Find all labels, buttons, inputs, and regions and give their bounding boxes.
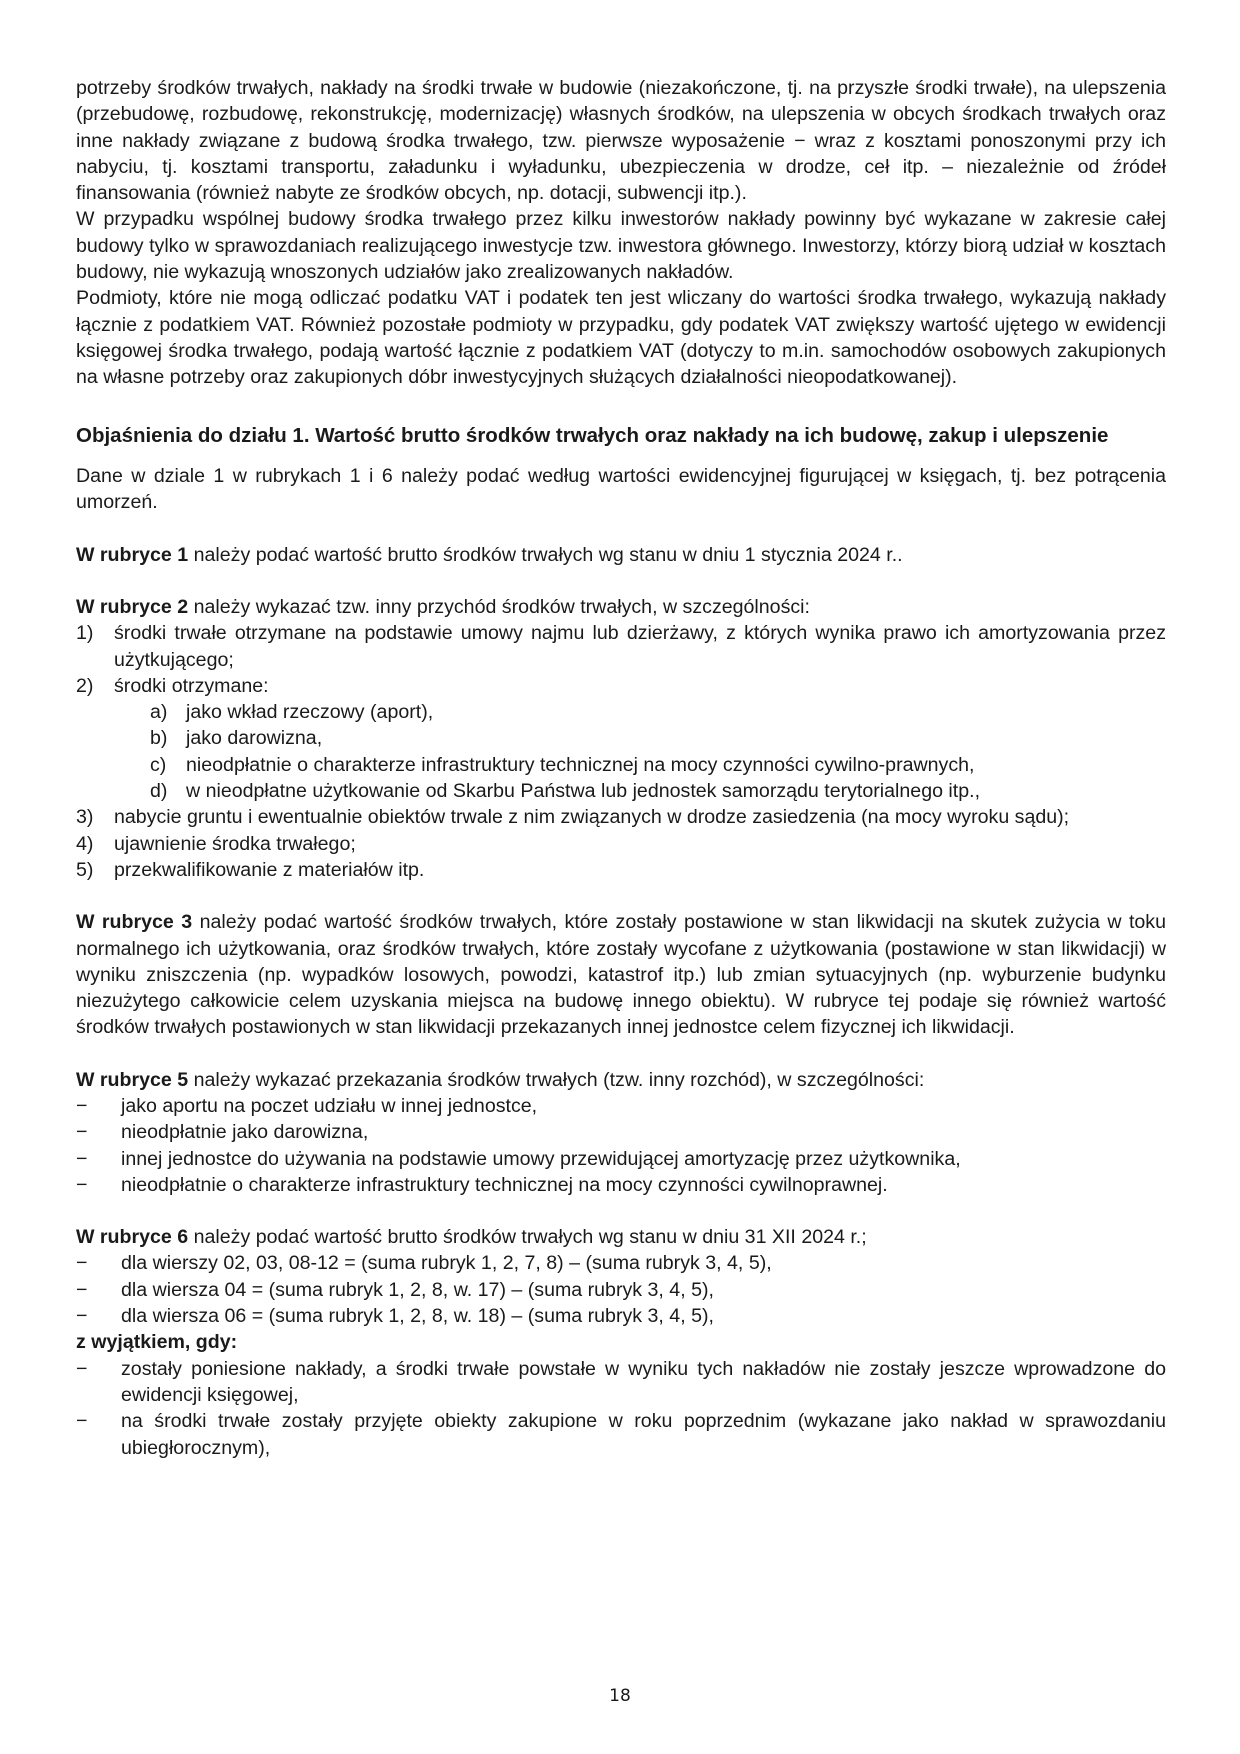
list-item-text: środki trwałe otrzymane na podstawie umowy najmu lub dzierżawy, z których wynika prawo ich amortyzowania przez użytkującego;	[114, 622, 1166, 671]
dash-item	[76, 1093, 1166, 1119]
sublist-item-text: nieodpłatnie o charakterze infrastruktury technicznej na mocy czynności cywilno-prawnych,	[186, 753, 975, 776]
rubryka-5-paragraph	[76, 1067, 1166, 1093]
rubryka-6-list	[76, 1250, 1166, 1329]
dash-item	[76, 1172, 1166, 1198]
dash-item	[76, 1146, 1166, 1172]
rubryka-3-lead: W rubryce 3	[76, 911, 193, 934]
list-item	[76, 620, 1166, 673]
list-item-number: 3)	[76, 806, 94, 829]
sublist-item-text: jako darowizna,	[186, 727, 323, 750]
sublist-item-letter: d)	[150, 780, 168, 803]
section-heading: Objaśnienia do działu 1. Wartość brutto środków trwałych oraz nakłady na ich budowę, zakup i ulepszenie	[76, 423, 1109, 447]
rubryka-2-lead: W rubryce 2	[76, 595, 189, 618]
dash-bullet: −	[76, 1305, 88, 1328]
dash-bullet: −	[76, 1357, 88, 1380]
sublist-item-text: jako wkład rzeczowy (aport),	[186, 701, 434, 724]
list-item-number: 2)	[76, 674, 94, 697]
rubryka-5-text: należy wykazać przekazania środków trwałych (tzw. inny rozchód), w szczególności:	[188, 1068, 925, 1091]
rubryka-1-paragraph	[76, 542, 1166, 568]
dash-item	[76, 1119, 1166, 1145]
list-item	[76, 673, 1166, 699]
list-item	[76, 831, 1166, 857]
sublist-item	[76, 752, 1166, 778]
rubryka-2-list-continued	[76, 804, 1166, 883]
sublist-item-text: w nieodpłatne użytkowanie od Skarbu Państwa lub jednostek samorządu terytorialnego itp.,	[186, 780, 981, 803]
dash-item-text: nieodpłatnie jako darowizna,	[121, 1121, 369, 1144]
dash-item	[76, 1303, 1166, 1329]
list-item-number: 1)	[76, 622, 94, 645]
exception-list	[76, 1356, 1166, 1461]
rubryka-2-sublist	[76, 699, 1166, 804]
dash-item-text: nieodpłatnie o charakterze infrastruktury technicznej na mocy czynności cywilnoprawnej.	[121, 1173, 888, 1196]
dash-item-text: jako aportu na poczet udziału w innej jednostce,	[121, 1095, 538, 1117]
list-item	[76, 857, 1166, 883]
dash-bullet: −	[76, 1095, 88, 1117]
rubryka-1-lead: W rubryce 1	[76, 543, 189, 566]
rubryka-2-paragraph	[76, 594, 1166, 620]
dane-paragraph: Dane w dziale 1 w rubrykach 1 i 6 należy podać według wartości ewidencyjnej figurującej w księgach, tj. bez potrącenia umorzeń.	[76, 465, 1166, 514]
dash-item-text: zostały poniesione nakłady, a środki trwałe powstałe w wyniku tych nakładów nie zostały jeszcze wprowadzone do ewidencji księgowej,	[121, 1357, 1166, 1406]
list-item-number: 5)	[76, 858, 94, 881]
document-page	[76, 75, 1166, 1461]
list-item-text: środki otrzymane:	[114, 674, 269, 697]
dash-item	[76, 1250, 1166, 1276]
exception-label-text: z wyjątkiem, gdy:	[76, 1331, 238, 1354]
rubryka-2-text: należy wykazać tzw. inny przychód środków trwałych, w szczególności:	[188, 595, 810, 618]
page-number: 18	[609, 1686, 631, 1706]
dash-bullet: −	[76, 1121, 88, 1144]
dash-item-text: innej jednostce do używania na podstawie umowy przewidującej amortyzację przez użytkownika,	[121, 1147, 961, 1170]
intro-paragraph-3: Podmioty, które nie mogą odliczać podatku VAT i podatek ten jest wliczany do wartości środka trwałego, wykazują nakłady łącznie z podatkiem VAT. Również pozostałe podmioty w przypadku, gdy podatek VAT zwiększy wartość ujętego w ewidencji księgowej środka trwałego, podają wartość łącznie z podatkiem VAT (dotyczy to m.in. samochodów osobowych zakupionych na własne potrzeby oraz zakupionych dóbr inwestycyjnych służących działalności nieopodatkowanej).	[76, 287, 1166, 389]
dash-bullet: −	[76, 1147, 88, 1170]
dash-item-text: na środki trwałe zostały przyjęte obiekty zakupione w roku poprzednim (wykazane jako nakład w sprawozdaniu ubiegłorocznym),	[121, 1410, 1166, 1459]
sublist-item-letter: b)	[150, 727, 168, 750]
rubryka-5-list	[76, 1093, 1166, 1198]
dash-item-text: dla wierszy 02, 03, 08-12 = (suma rubryk 1, 2, 7, 8) – (suma rubryk 3, 4, 5),	[121, 1252, 772, 1275]
dash-item-text: dla wiersza 04 = (suma rubryk 1, 2, 8, w. 17) – (suma rubryk 3, 4, 5),	[121, 1278, 714, 1301]
list-item-text: przekwalifikowanie z materiałów itp.	[114, 858, 425, 881]
sublist-item	[76, 778, 1166, 804]
dash-bullet: −	[76, 1252, 88, 1275]
dash-item	[76, 1277, 1166, 1303]
rubryka-6-paragraph	[76, 1224, 1166, 1250]
intro-paragraph-2: W przypadku wspólnej budowy środka trwałego przez kilku inwestorów nakłady powinny być wykazane w zakresie całej budowy tylko w sprawozdaniach realizującego inwestycje tzw. inwestora głównego. Inwestorzy, którzy biorą udział w kosztach budowy, nie wykazują wnoszonych udziałów jako zrealizowanych nakładów.	[76, 208, 1166, 284]
rubryka-3-paragraph	[76, 909, 1166, 1040]
list-item-number: 4)	[76, 832, 94, 855]
sublist-item	[76, 725, 1166, 751]
list-item-text: ujawnienie środka trwałego;	[114, 832, 356, 855]
rubryka-1-text: należy podać wartość brutto środków trwałych wg stanu w dniu 1 stycznia 2024 r..	[188, 543, 903, 566]
dash-item	[76, 1356, 1166, 1409]
rubryka-6-text: należy podać wartość brutto środków trwałych wg stanu w dniu 31 XII 2024 r.;	[188, 1226, 867, 1249]
sublist-item	[76, 699, 1166, 725]
exception-label	[76, 1329, 1166, 1355]
dash-bullet: −	[76, 1278, 88, 1301]
list-item	[76, 804, 1166, 830]
rubryka-6-lead: W rubryce 6	[76, 1226, 189, 1249]
dash-bullet: −	[76, 1173, 88, 1196]
list-item-text: nabycie gruntu i ewentualnie obiektów trwale z nim związanych w drodze zasiedzenia (na mocy wyroku sądu);	[114, 806, 1070, 829]
dash-item	[76, 1408, 1166, 1461]
sublist-item-letter: c)	[150, 753, 167, 776]
rubryka-3-text: należy podać wartość środków trwałych, które zostały postawione w stan likwidacji na skutek zużycia w toku normalnego ich użytkowania, oraz środków trwałych, które zostały wycofane z użytkowania (postawione w stan likwidacji) w wyniku zniszczenia (np. wypadków losowych, powodzi, katastrof itp.) lub zmian sytuacyjnych (np. wyburzenie budynku niezużytego całkowicie celem uzyskania miejsca na budowę innego obiektu). W rubryce tej podaje się również wartość środków trwałych postawionych w stan likwidacji przekazanych innej jednostce celem fizycznej ich likwidacji.	[76, 911, 1166, 1039]
intro-paragraph-1: potrzeby środków trwałych, nakłady na środki trwałe w budowie (niezakończone, tj. na przyszłe środki trwałe), na ulepszenia (przebudowę, rozbudowę, rekonstrukcję, modernizację) własnych środków, na ulepszenia w obcych środkach trwałych oraz inne nakłady związane z budową środka trwałego, tzw. pierwsze wyposażenie − wraz z kosztami ponoszonymi przy ich nabyciu, tj. kosztami transportu, załadunku i wyładunku, ubezpieczenia w drodze, ceł itp. – niezależnie od źródeł finansowania (również nabyte ze środków obcych, np. dotacji, subwencji itp.).	[76, 77, 1166, 205]
dash-item-text: dla wiersza 06 = (suma rubryk 1, 2, 8, w. 18) – (suma rubryk 3, 4, 5),	[121, 1305, 714, 1328]
sublist-item-letter: a)	[150, 701, 168, 724]
rubryka-5-lead: W rubryce 5	[76, 1068, 189, 1091]
rubryka-2-list	[76, 620, 1166, 699]
dash-bullet: −	[76, 1410, 88, 1433]
